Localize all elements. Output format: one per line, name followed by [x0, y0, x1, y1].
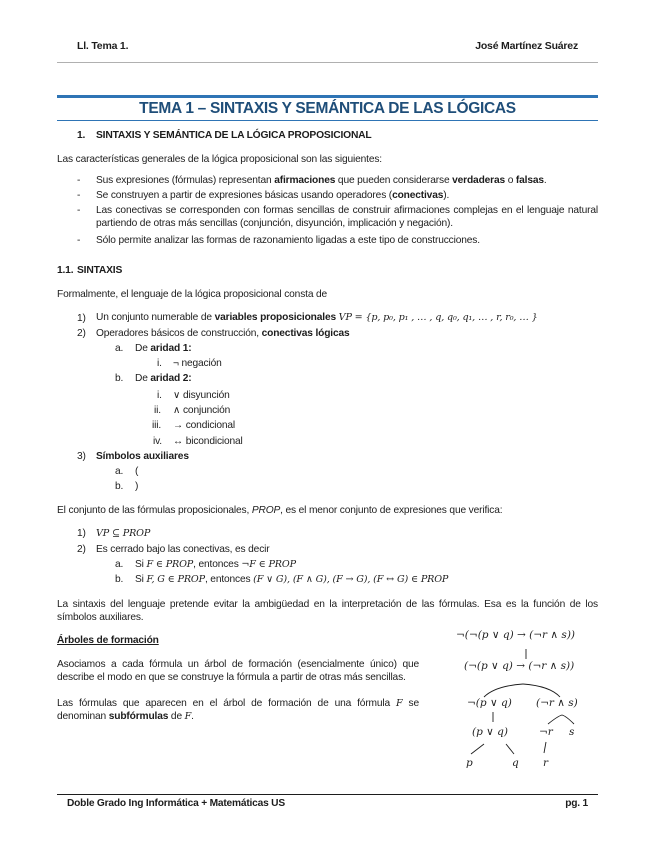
- bullet-2: Se construyen a partir de expresiones básicas usando operadores (conectivas).: [96, 190, 450, 201]
- enum-i: i.: [157, 358, 162, 369]
- bullet-dash: -: [77, 235, 81, 246]
- enum-i: i.: [157, 390, 162, 401]
- ambiguity-paragraph: La sintaxis del lenguaje pretende evitar la ambigüedad en la interpretación de las fórmulas. Esa es la función de los símbolos auxiliares.: [57, 599, 598, 623]
- op-conditional: → condicional: [173, 420, 236, 431]
- op-disjunction: ∨ disyunción: [173, 390, 230, 401]
- enum-b: b.: [115, 373, 124, 384]
- enum-a: a.: [115, 343, 124, 354]
- footer-left: Doble Grado Ing Informática + Matemáticas US: [67, 798, 285, 809]
- condition-2b: Si F, G ∈ PROP, entonces (F ∨ G), (F ∧ G), (F → G), (F ↔ G) ∈ PROP: [135, 574, 449, 585]
- tree-edge-p: [471, 744, 484, 754]
- item-operators: Operadores básicos de construcción, conectivas lógicas: [96, 328, 350, 339]
- bullet-3: Las conectivas se corresponden con formas sencillas de construir afirmaciones complejas en el lenguaje natural partiendo de otras más sencillas (conjunción, disyunción, implicación y negación).: [96, 205, 598, 229]
- section-1-intro: Las características generales de la lógica proposicional son las siguientes:: [57, 154, 382, 165]
- tree-root: ¬(¬(p ∨ q) → (¬r ∧ s)): [456, 629, 576, 641]
- enum-a: a.: [115, 559, 124, 570]
- condition-1: VP ⊆ PROP: [96, 528, 151, 539]
- tree-edge-q: [506, 744, 514, 754]
- enum-b: b.: [115, 481, 124, 492]
- enum-iii: iii.: [152, 420, 162, 431]
- condition-2a: Si F ∈ PROP, entonces ¬F ∈ PROP: [135, 559, 296, 570]
- tree-s-leaf: s: [569, 726, 575, 738]
- tree-q-leaf: q: [512, 757, 519, 769]
- header-left: Ll. Tema 1.: [77, 40, 129, 52]
- footer-rule: [57, 794, 598, 795]
- op-conjunction: ∧ conjunción: [173, 405, 231, 416]
- condition-2: Es cerrado bajo las conectivas, es decir: [96, 544, 270, 555]
- header-right: José Martínez Suárez: [475, 40, 578, 52]
- tree-left-subformula: ¬(p ∨ q): [467, 697, 512, 709]
- bullet-dash: -: [77, 175, 81, 186]
- enum-b: b.: [115, 574, 124, 585]
- enum-ii: ii.: [154, 405, 161, 416]
- header-rule: [57, 62, 598, 63]
- enum-2: 2): [77, 544, 86, 555]
- arity-1: De aridad 1:: [135, 343, 192, 354]
- tree-neg-r-node: ¬r: [539, 726, 553, 738]
- prop-definition: El conjunto de las fórmulas proposicionales, PROP, es el menor conjunto de expresiones que verifica:: [57, 505, 503, 516]
- trees-paragraph-1: Asociamos a cada fórmula un árbol de formación (esencialmente único) que describe el modo en que se construye la fórmula a partir de otras más sencillas.: [57, 659, 419, 683]
- tree-edge-r: [544, 742, 546, 753]
- tree-edge-conj-branch: [548, 715, 574, 724]
- section-1-1-heading: SINTAXIS: [77, 265, 123, 276]
- bullet-dash: -: [77, 205, 81, 216]
- item-auxiliary: Símbolos auxiliares: [96, 451, 189, 462]
- paren-open: (: [135, 466, 139, 477]
- tree-disjunction-node: (p ∨ q): [472, 726, 508, 738]
- bullet-4: Sólo permite analizar las formas de razonamiento ligadas a este tipo de construcciones.: [96, 235, 480, 246]
- page-title: TEMA 1 – SINTAXIS Y SEMÁNTICA DE LAS LÓGICAS: [139, 100, 516, 117]
- tree-edge-right: [523, 684, 560, 697]
- trees-heading: Árboles de formación: [57, 635, 159, 646]
- paren-close: ): [135, 481, 139, 492]
- arity-2: De aridad 2:: [135, 373, 192, 384]
- enum-a: a.: [115, 466, 124, 477]
- enum-1: 1): [77, 313, 86, 324]
- bullet-dash: -: [77, 190, 81, 201]
- section-1-1-intro: Formalmente, el lenguaje de la lógica proposicional consta de: [57, 289, 328, 300]
- tree-edge-left: [484, 684, 523, 697]
- op-negation: ¬ negación: [173, 358, 222, 369]
- tree-r-leaf: r: [543, 757, 549, 769]
- item-variables: Un conjunto numerable de variables proposicionales VP = {p, p₀, p₁ , … , q, q₀, q₁, … , r, r₀, … }: [96, 312, 538, 323]
- section-1-1-number: 1.1.: [57, 265, 74, 276]
- tree-edges: [440, 640, 610, 770]
- section-1-number: 1.: [77, 130, 86, 141]
- section-1-heading: SINTAXIS Y SEMÁNTICA DE LA LÓGICA PROPOSICIONAL: [96, 130, 372, 141]
- footer-page-number: pg. 1: [565, 798, 588, 809]
- tree-level-1: (¬(p ∨ q) → (¬r ∧ s)): [464, 660, 575, 672]
- tree-right-subformula: (¬r ∧ s): [536, 697, 578, 709]
- enum-3: 3): [77, 451, 86, 462]
- enum-iv: iv.: [153, 436, 162, 447]
- bullet-1: Sus expresiones (fórmulas) representan afirmaciones que pueden considerarse verdaderas o falsas.: [96, 175, 547, 186]
- trees-paragraph-2: Las fórmulas que aparecen en el árbol de formación de una fórmula F se denominan subfórmulas de F.: [57, 698, 419, 722]
- tree-p-leaf: p: [466, 757, 473, 769]
- op-biconditional: ↔ bicondicional: [173, 436, 243, 447]
- enum-2: 2): [77, 328, 86, 339]
- enum-1: 1): [77, 528, 86, 539]
